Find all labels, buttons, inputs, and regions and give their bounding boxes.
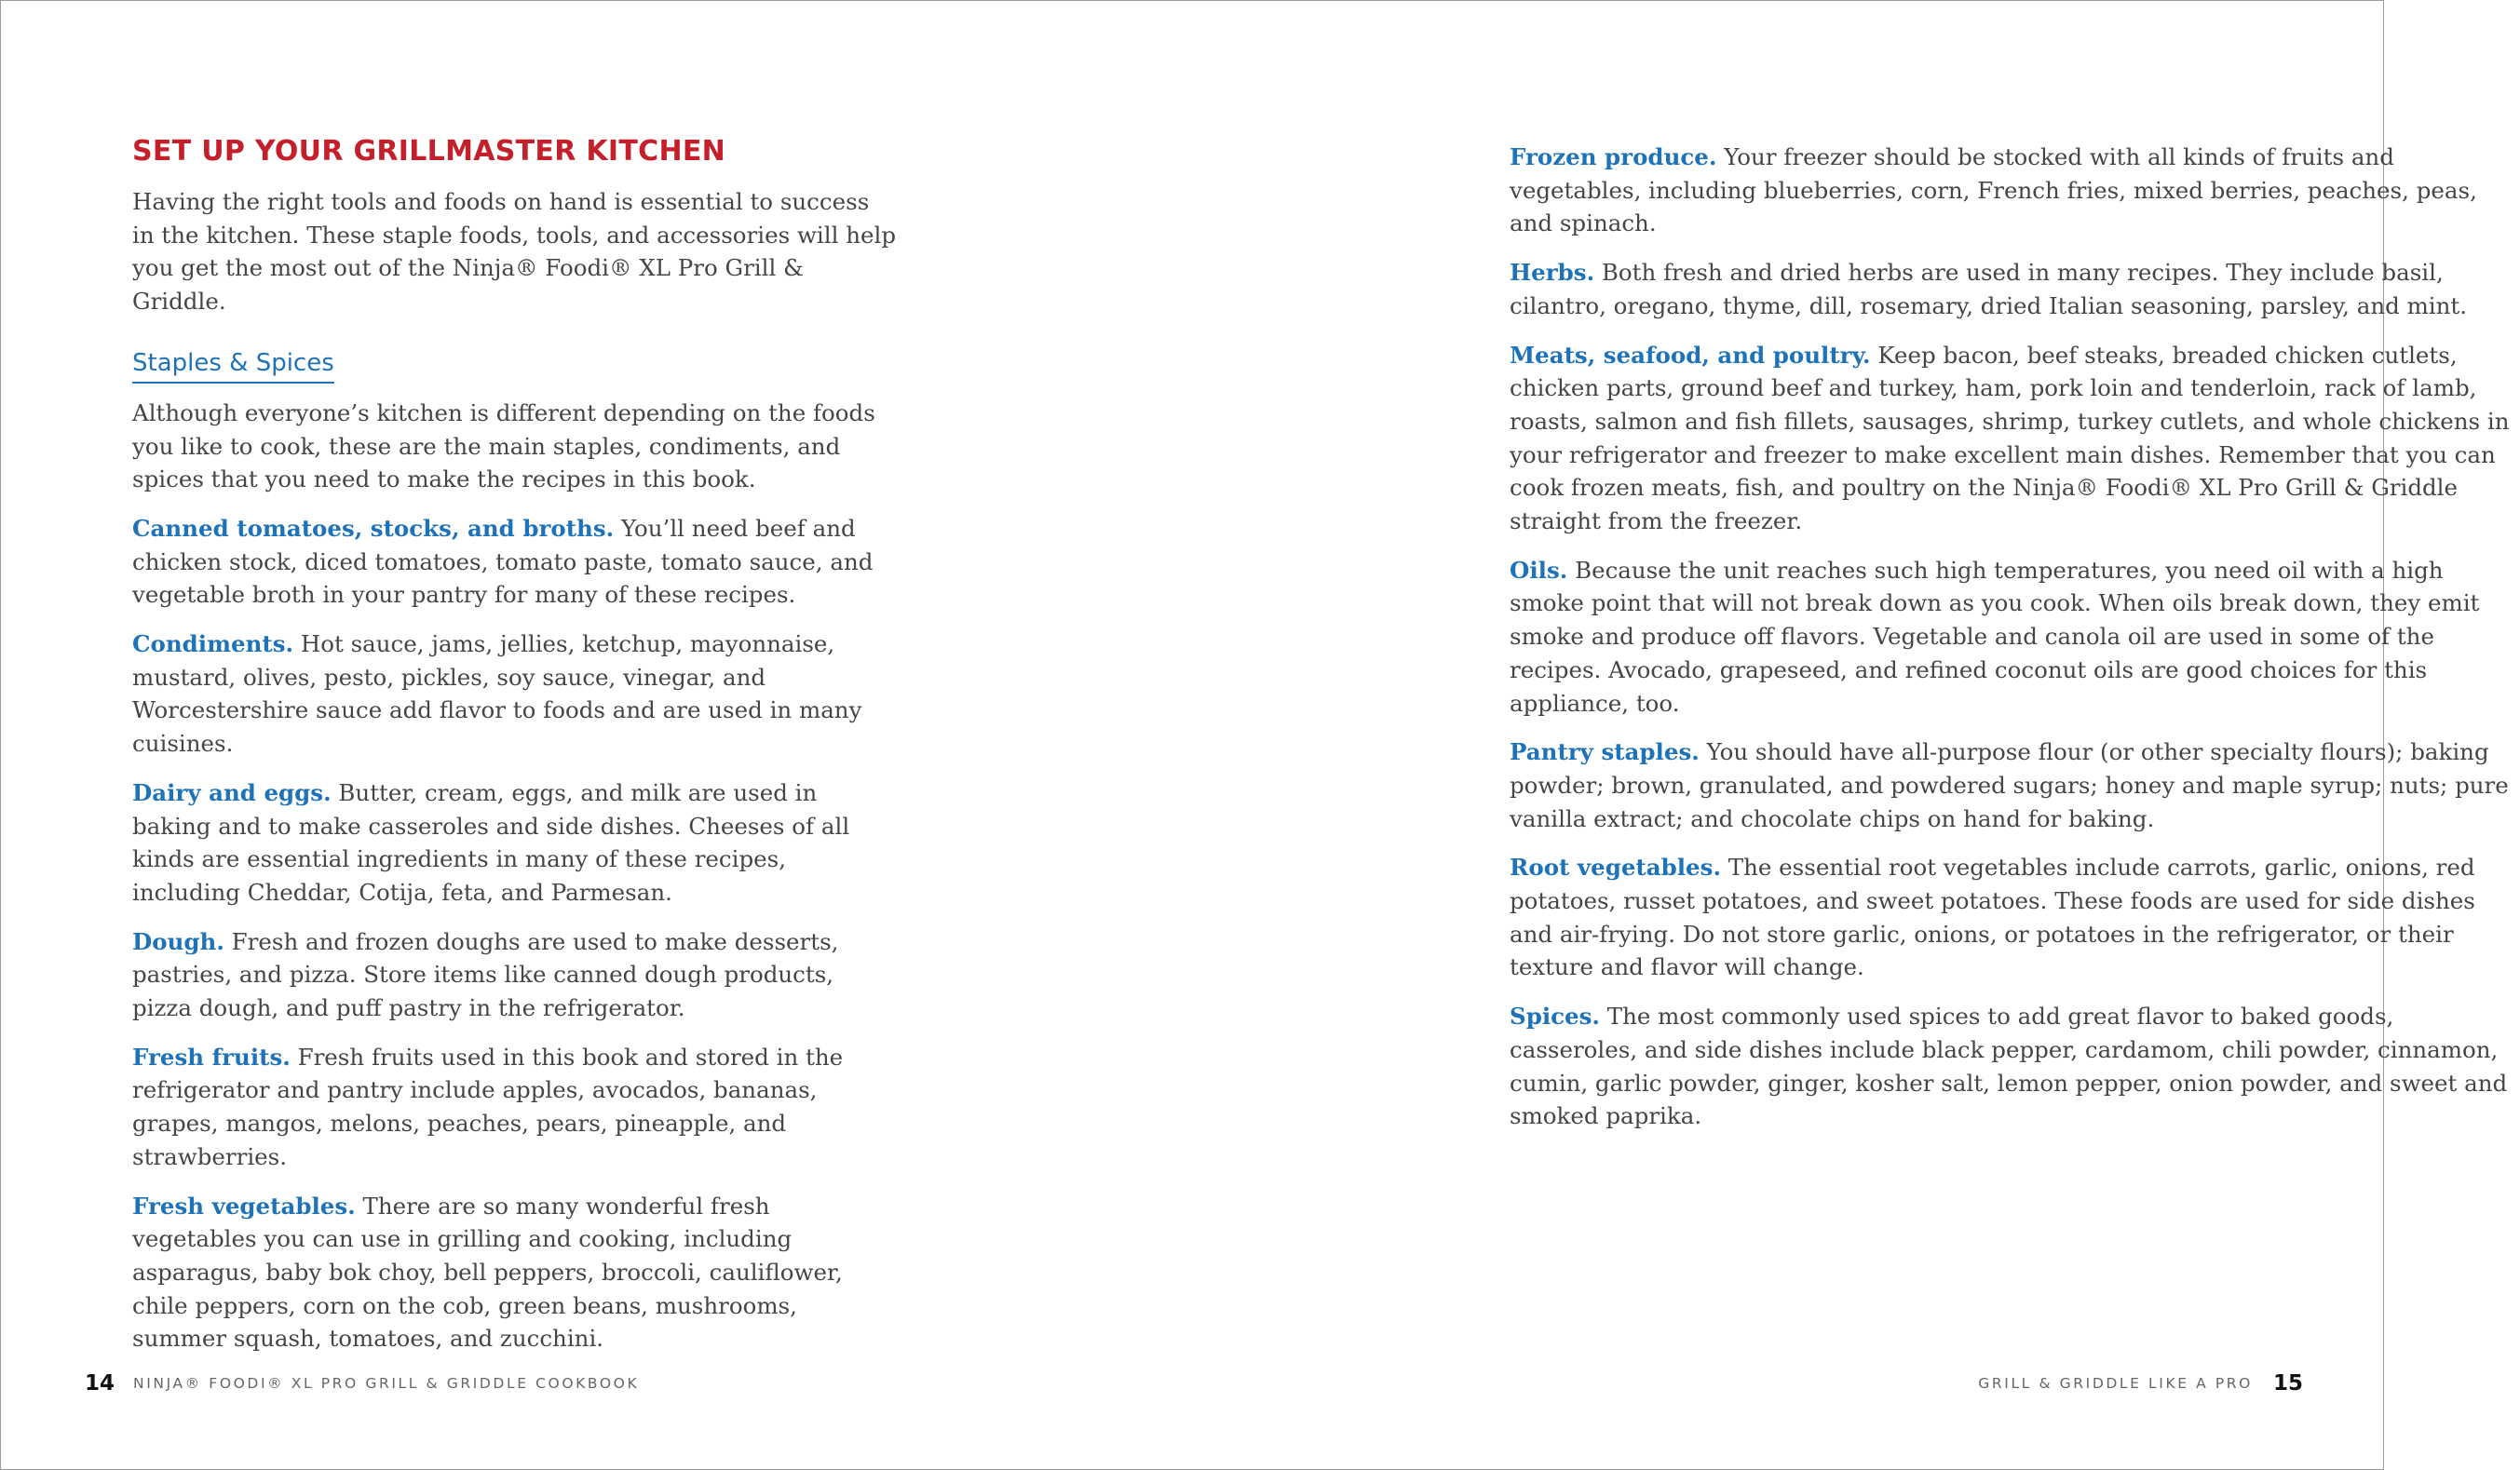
item-term: Fresh fruits. — [132, 1043, 291, 1071]
item-root-vegetables — [1510, 851, 2520, 984]
item-text: Hot sauce, jams, jellies, ketchup, mayonnaise, mustard, olives, pesto, pickles, soy sauce, vinegar, and Worcestershire sauce add flavor to foods and are used in many cuisines. — [132, 630, 862, 758]
left-column — [132, 133, 896, 1371]
item-dough — [132, 925, 896, 1025]
item-text: Keep bacon, beef steaks, breaded chicken cutlets, chicken parts, ground beef and turkey, ham, pork loin and tenderloin, rack of lamb, roasts, salmon and fish fillets, sausages, shrimp, turkey cutlets, and whole chickens in your refrigerator and freezer to make excellent main dishes. Remember that you can cook frozen meats, fish, and poultry on the Ninja® Foodi® XL Pro Grill & Griddle straight from the freezer. — [1510, 341, 2510, 535]
item-term: Oils. — [1510, 556, 1568, 584]
left-footer — [85, 1369, 639, 1397]
item-text: Because the unit reaches such high temperatures, you need oil with a high smoke point that will not break down as you cook. When oils break down, they emit smoke and produce off flavors. Vegetable and canola oil are used in some of the recipes. Avocado, grapeseed, and refined coconut oils are good choices for this appliance, too. — [1510, 556, 2480, 717]
page-title: SET UP YOUR GRILLMASTER KITCHEN — [132, 135, 726, 168]
item-oils — [1510, 554, 2520, 721]
running-head: NINJA® FOODI® XL PRO GRILL & GRIDDLE COOKBOOK — [133, 1375, 640, 1392]
item-text: The essential root vegetables include carrots, garlic, onions, red potatoes, russet potatoes, and sweet potatoes. These foods are used for side dishes and air-frying. Do not store garlic, onions, or potatoes in the refrigerator, or their texture and flavor will change. — [1510, 854, 2475, 981]
item-condiments — [132, 627, 896, 761]
running-head: GRILL & GRIDDLE LIKE A PRO — [1978, 1375, 2253, 1392]
item-fresh-vegetables — [132, 1190, 896, 1356]
item-text: You should have all-purpose flour (or other specialty flours); baking powder; brown, granulated, and powdered sugars; honey and maple syrup; nuts; pure vanilla extract; and chocolate chips on hand for baking. — [1510, 738, 2509, 832]
item-text: Butter, cream, eggs, and milk are used in baking and to make casseroles and side dishes. Cheeses of all kinds are essential ingredients in many of these recipes, including Cheddar, Cotija, feta, and Parmesan. — [132, 778, 850, 906]
intro-paragraph: Having the right tools and foods on hand is essential to success in the kitchen. These staple foods, tools, and accessories will help you get the most out of the Ninja® Foodi® XL Pro Grill & Griddle. — [132, 188, 897, 316]
item-term: Spices. — [1510, 1003, 1600, 1031]
item-spices — [1510, 1000, 2520, 1133]
item-term: Dough. — [132, 927, 224, 955]
item-text: The most commonly used spices to add great flavor to baked goods, casseroles, and side dishes include black pepper, cardamom, chili powder, cinnamon, cumin, garlic powder, ginger, kosher salt, lemon pepper, onion powder, and sweet and smoked paprika. — [1510, 1003, 2508, 1130]
item-text: Both fresh and dried herbs are used in many recipes. They include basil, cilantro, oregano, thyme, dill, rosemary, dried Italian seasoning, parsley, and mint. — [1510, 259, 2468, 319]
section-subheading: Staples & Spices — [132, 346, 334, 384]
item-term: Meats, seafood, and poultry. — [1510, 341, 1871, 369]
item-fresh-fruits — [132, 1041, 896, 1174]
item-herbs — [1510, 256, 2520, 322]
item-term: Root vegetables. — [1510, 854, 1721, 882]
item-text: You’ll need beef and chicken stock, diced tomatoes, tomato paste, tomato sauce, and vegetable broth in your pantry for many of these recipes. — [132, 514, 874, 609]
item-canned-tomatoes — [132, 512, 896, 612]
item-term: Fresh vegetables. — [132, 1192, 356, 1220]
item-term: Pantry staples. — [1510, 738, 1700, 766]
item-term: Herbs. — [1510, 259, 1595, 287]
item-term: Condiments. — [132, 630, 294, 658]
right-footer — [1978, 1369, 2303, 1397]
staples-intro-paragraph: Although everyone’s kitchen is different depending on the foods you like to cook, these are the main staples, condiments, and spices that you need to make the recipes in this book. — [132, 398, 875, 493]
item-term: Dairy and eggs. — [132, 778, 332, 806]
left-page — [1, 1, 1193, 1469]
item-text: Your freezer should be stocked with all kinds of fruits and vegetables, including blueberries, corn, French fries, mixed berries, peaches, peas, and spinach. — [1510, 143, 2477, 237]
subheading-container — [132, 346, 896, 384]
item-term: Canned tomatoes, stocks, and broths. — [132, 514, 615, 542]
item-frozen-produce — [1510, 141, 2520, 240]
page-number: 15 — [2272, 1371, 2303, 1396]
item-term: Frozen produce. — [1510, 143, 1717, 170]
item-text: There are so many wonderful fresh vegetables you can use in grilling and cooking, including asparagus, baby bok choy, bell peppers, broccoli, cauliflower, chile peppers, corn on the cob, green beans, mushrooms, summer squash, tomatoes, and zucchini. — [132, 1192, 843, 1353]
page-number: 14 — [85, 1371, 115, 1396]
right-page — [1193, 1, 2510, 1469]
item-text: Fresh and frozen doughs are used to make desserts, pastries, and pizza. Store items like canned dough products, pizza dough, and puff pastry in the refrigerator. — [132, 927, 839, 1022]
right-column — [1510, 141, 2520, 1149]
item-dairy-and-eggs — [132, 776, 896, 910]
item-pantry-staples — [1510, 735, 2520, 835]
item-meats-seafood-poultry — [1510, 339, 2520, 538]
item-text: Fresh fruits used in this book and stored in the refrigerator and pantry include apples, avocados, bananas, grapes, mangos, melons, peaches, pears, pineapple, and strawberries. — [132, 1043, 844, 1170]
